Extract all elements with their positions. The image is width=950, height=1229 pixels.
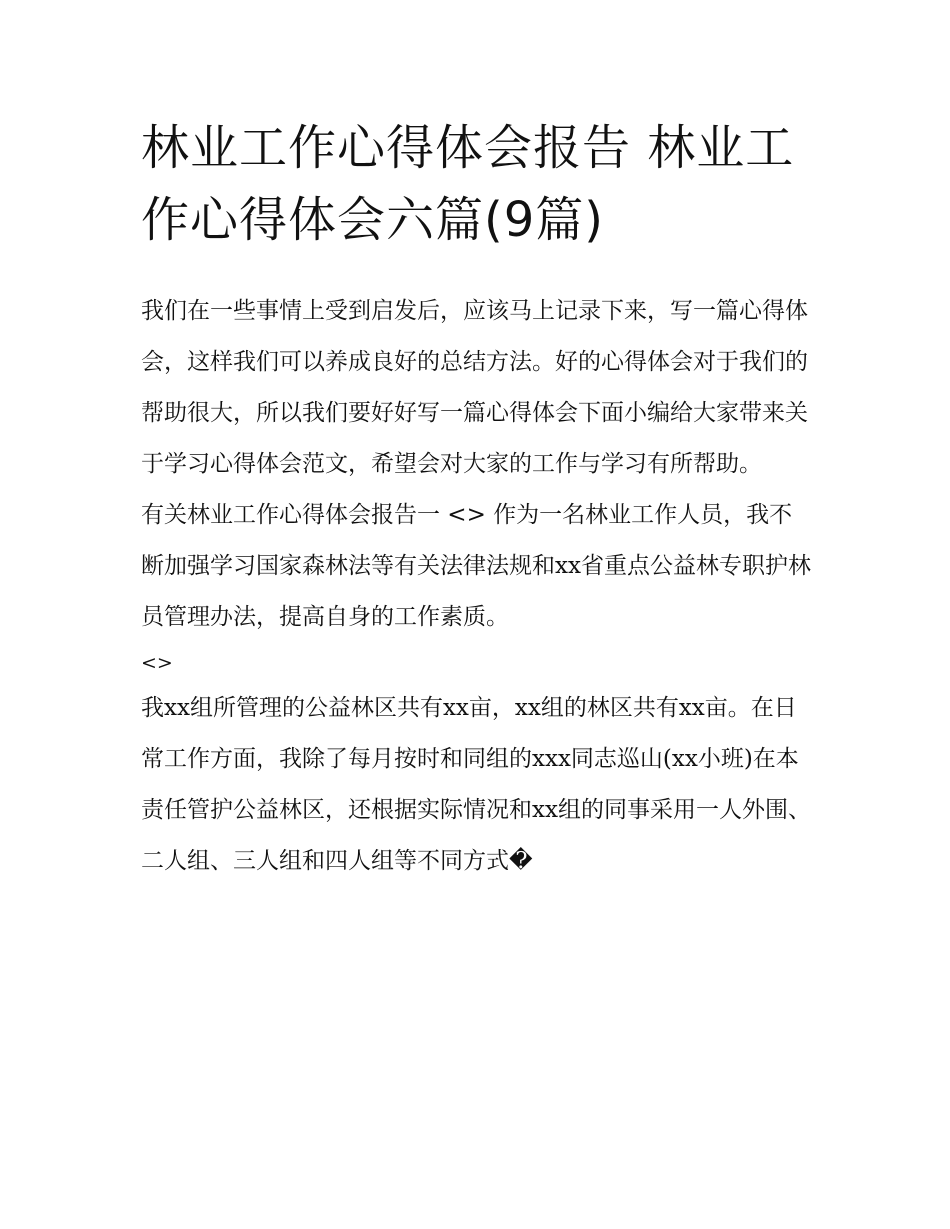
- intro-paragraph: 我们在一些事情上受到启发后，应该马上记录下来，写一篇心得体会，这样我们可以养成良好的总结方法。好的心得体会对于我们的帮助很大，所以我们要好好写一篇心得体会下面小编给大家带来关于学习心得体会范文，希望会对大家的工作与学习有所帮助。: [141, 298, 808, 477]
- placeholder-marker: <>: [141, 652, 173, 674]
- document-body: [141, 112, 811, 887]
- report-one-paragraph: 有关林业工作心得体会报告一 <> 作为一名林业工作人员，我不断加强学习国家森林法等有关法律法规和xx省重点公益林专职护林员管理办法，提高自身的工作素质。: [141, 502, 811, 630]
- document-title: 林业工作心得体会报告 林业工作心得体会六篇(9篇): [141, 120, 795, 248]
- forest-area-paragraph: 我xx组所管理的公益林区共有xx亩，xx组的林区共有xx亩。在日常工作方面，我除了每月按时和同组的xxx同志巡山(xx小班)在本责任管护公益林区，还根据实际情况和xx组的同事采用一人外围、二人组、三人组和四人组等不同方式�: [141, 695, 811, 874]
